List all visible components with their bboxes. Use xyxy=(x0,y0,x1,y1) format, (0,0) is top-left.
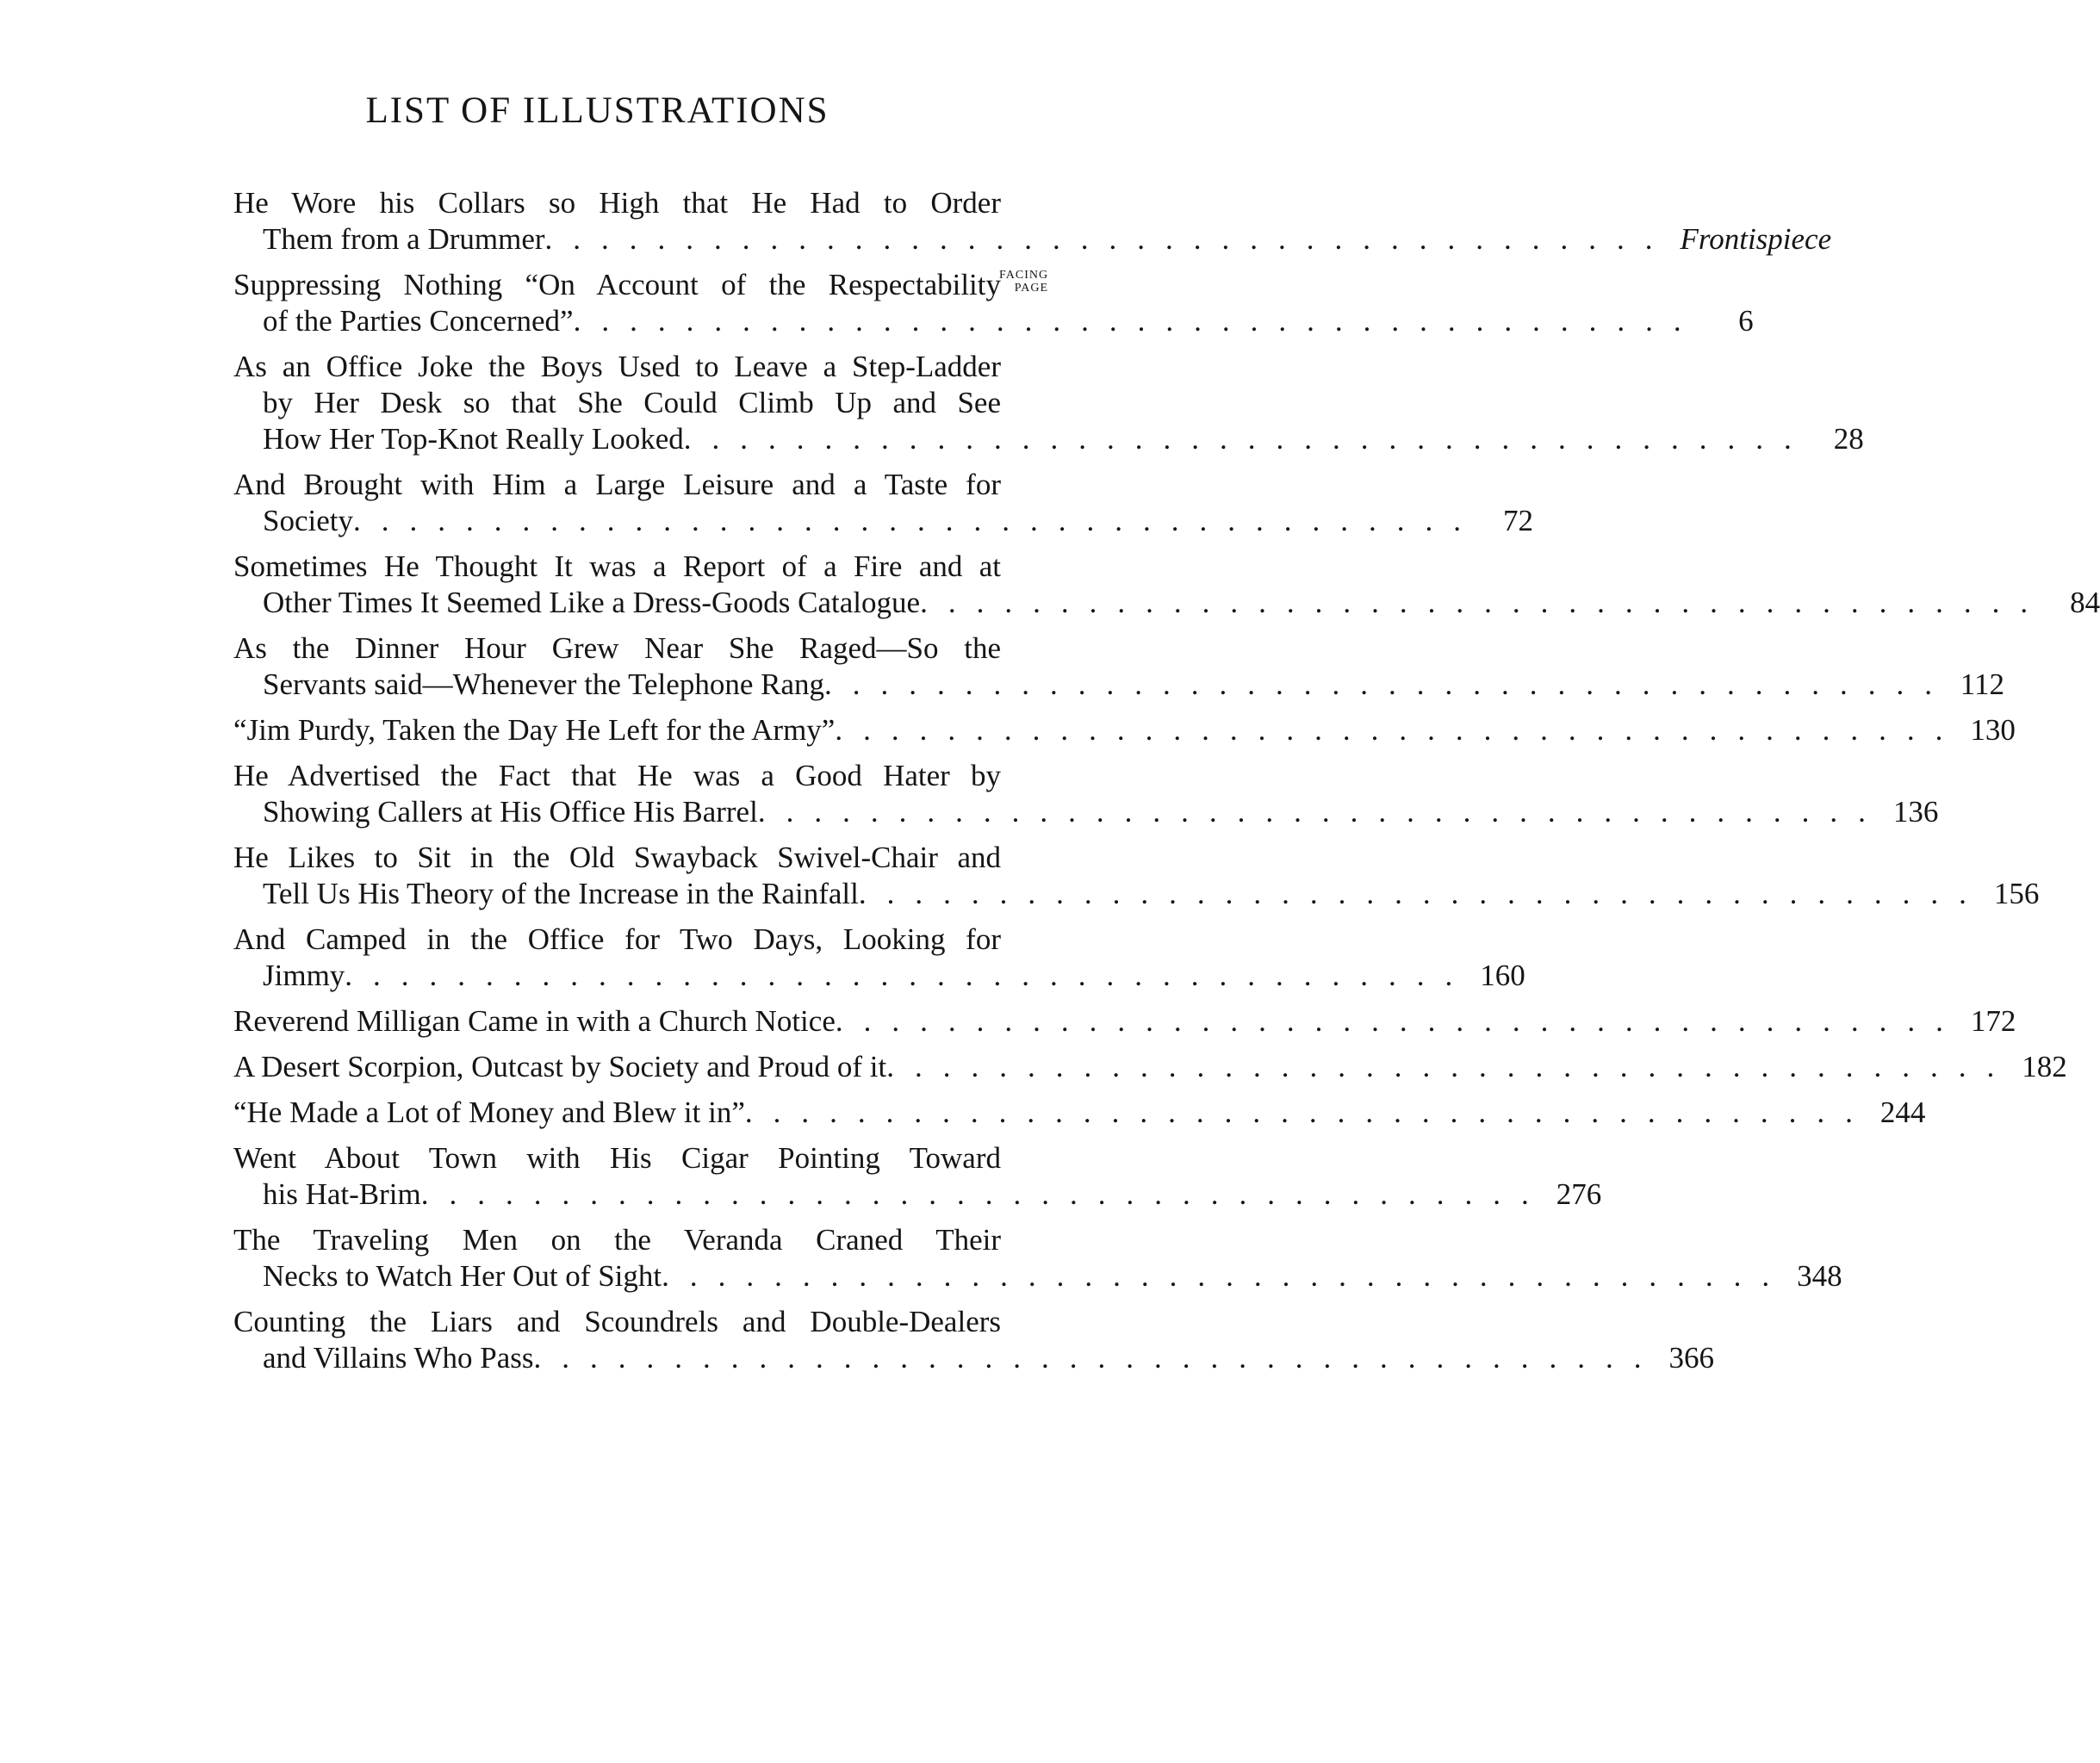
entry-final-line xyxy=(233,1049,2067,1085)
page-title: LIST OF ILLUSTRATIONS xyxy=(365,90,829,131)
illustration-entry xyxy=(233,185,1832,258)
leader-dots: ........................................ xyxy=(757,795,1886,829)
leader-dots: ........................................ xyxy=(544,222,1674,256)
entry-title-text: of the Parties Concerned” xyxy=(263,304,574,338)
entry-line: He Wore his Collars so High that He Had to Order xyxy=(233,186,1001,220)
leader-dots: ........................................ xyxy=(835,1004,1964,1038)
facing-page-label xyxy=(999,269,1048,295)
page-number: 6 xyxy=(1738,304,1754,338)
page-number: 28 xyxy=(1833,422,1864,456)
leader-dots: ........................................ xyxy=(662,1259,1791,1293)
page-number: 366 xyxy=(1668,1341,1715,1375)
page-number: 72 xyxy=(1502,504,1533,537)
entry-final-line xyxy=(233,1258,1842,1294)
illustration-entry xyxy=(233,630,2004,703)
illustration-entry xyxy=(233,1003,2016,1040)
illustration-entry xyxy=(233,712,2016,748)
illustration-entry xyxy=(233,549,2100,621)
page-number: 276 xyxy=(1556,1177,1602,1211)
entry-final-line xyxy=(233,794,1939,830)
entry-title-text: Tell Us His Theory of the Increase in the Rainfall xyxy=(263,877,859,910)
leader-dots: ........................................ xyxy=(683,422,1812,456)
entry-title-text: his Hat-Brim xyxy=(263,1177,421,1211)
leader-dots: ........................................ xyxy=(858,877,1987,910)
entry-line: Sometimes He Thought It was a Report of a Fire and at xyxy=(233,549,1001,583)
page-number: 172 xyxy=(1970,1004,2016,1038)
entry-title-text: Showing Callers at His Office His Barrel xyxy=(263,795,758,829)
entry-title-text: Jimmy xyxy=(263,959,345,992)
entry-line: He Advertised the Fact that He was a Good Hater by xyxy=(233,759,1001,792)
page-number: 130 xyxy=(1970,713,2016,747)
entry-title-text: “He Made a Lot of Money and Blew it in” xyxy=(233,1096,745,1129)
entry-final-line xyxy=(233,876,2040,912)
leader-dots: ........................................ xyxy=(886,1050,2016,1083)
entry-title-text: Necks to Watch Her Out of Sight xyxy=(263,1259,662,1293)
entry-title-text: and Villains Who Pass xyxy=(263,1341,534,1375)
facing-label-line-2: PAGE xyxy=(1014,282,1049,295)
page-number: 348 xyxy=(1797,1259,1842,1293)
page-number: 182 xyxy=(2022,1050,2067,1083)
page-number: 84 xyxy=(2070,586,2100,619)
illustration-entry xyxy=(233,1304,1715,1376)
entry-final-line xyxy=(233,958,1525,994)
entry-final-line xyxy=(233,1340,1715,1376)
entry-final-line xyxy=(233,712,2016,748)
entry-line: He Likes to Sit in the Old Swayback Swivel-Chair and xyxy=(233,841,1001,874)
leader-dots: ........................................ xyxy=(920,586,2049,619)
entry-line: As the Dinner Hour Grew Near She Raged—So the xyxy=(233,631,1001,665)
illustration-entry xyxy=(233,1095,1926,1131)
entry-title-text: “Jim Purdy, Taken the Day He Left for the Army” xyxy=(233,713,836,747)
entry-final-line xyxy=(233,303,1754,339)
entry-line: Went About Town with His Cigar Pointing Toward xyxy=(233,1141,1001,1175)
entry-final-line xyxy=(233,221,1832,258)
illustration-entry xyxy=(233,1140,1602,1213)
entry-final-line xyxy=(233,667,2004,703)
entry-final-line xyxy=(233,1095,1926,1131)
entry-line: by Her Desk so that She Could Climb Up and See xyxy=(263,386,1001,419)
page-number: 244 xyxy=(1879,1096,1926,1129)
entry-title-text: Reverend Milligan Came in with a Church Notice xyxy=(233,1004,836,1038)
leader-dots: ........................................ xyxy=(420,1177,1550,1211)
entry-title-text: Other Times It Seemed Like a Dress-Goods Catalogue xyxy=(263,586,921,619)
illustration-entry xyxy=(233,1049,2067,1085)
page-number: 112 xyxy=(1960,667,2004,701)
entry-line: And Camped in the Office for Two Days, Looking for xyxy=(233,922,1001,956)
illustration-entry xyxy=(233,758,1939,830)
entry-line: As an Office Joke the Boys Used to Leave a Step-Ladder xyxy=(233,350,1001,383)
leader-dots: ........................................ xyxy=(345,959,1474,992)
leader-dots: ........................................ xyxy=(573,304,1702,338)
entry-final-line xyxy=(233,1003,2016,1040)
leader-dots: ........................................ xyxy=(744,1096,1873,1129)
illustration-entry xyxy=(233,267,1754,339)
facing-label-line-1: FACING xyxy=(999,269,1049,282)
entry-title-text: A Desert Scorpion, Outcast by Society and Proud of it xyxy=(233,1050,887,1083)
entry-line: The Traveling Men on the Veranda Craned Their xyxy=(233,1223,1001,1257)
entry-title-text: How Her Top-Knot Really Looked xyxy=(263,422,684,456)
entry-final-line xyxy=(233,503,1533,539)
entry-line: Counting the Liars and Scoundrels and Double-Dealers xyxy=(233,1305,1001,1338)
entry-final-line xyxy=(233,421,1864,457)
leader-dots: ........................................ xyxy=(835,713,1964,747)
page-number: 156 xyxy=(1993,877,2040,910)
entry-final-line xyxy=(233,1176,1602,1213)
illustration-entry xyxy=(233,840,2040,912)
entry-title-text: Them from a Drummer xyxy=(263,222,545,256)
illustration-entry xyxy=(233,1222,1842,1294)
entry-line: Suppressing Nothing “On Account of the Respectability xyxy=(233,268,1001,301)
page-number: Frontispiece xyxy=(1680,222,1832,256)
page-number: 160 xyxy=(1480,959,1525,992)
entry-line: And Brought with Him a Large Leisure and a Taste for xyxy=(233,468,1001,501)
leader-dots: ........................................ xyxy=(823,667,1953,701)
entry-final-line xyxy=(233,585,2100,621)
illustrations-list xyxy=(233,185,2100,1386)
leader-dots: ........................................ xyxy=(352,504,1482,537)
illustration-entry xyxy=(233,922,1525,994)
entry-title-text: Servants said—Whenever the Telephone Rang xyxy=(263,667,824,701)
illustration-entry xyxy=(233,467,1533,539)
illustration-entry xyxy=(233,349,1864,457)
leader-dots: ........................................ xyxy=(533,1341,1662,1375)
page-number: 136 xyxy=(1892,795,1939,829)
entry-title-text: Society xyxy=(263,504,353,537)
